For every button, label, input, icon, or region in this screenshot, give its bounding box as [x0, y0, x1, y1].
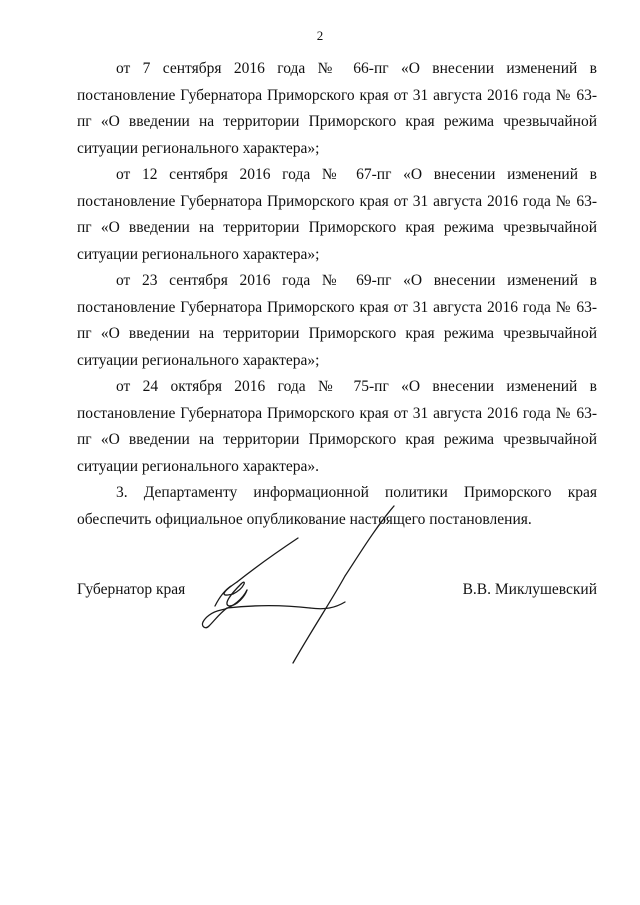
- page-number: 2: [316, 28, 324, 43]
- paragraph-clause-3: 3. Департаменту информационной политики Приморского края обеспечить официальное опубликование настоящего постановления.: [77, 484, 597, 528]
- paragraph-amendment-69: от 23 сентября 2016 года № 69-пг «О внесении изменений в постановление Губернатора Приморского края от 31 августа 2016 года № 63-пг «О введении на территории Приморского края режима чрезвычайной ситуации регионального характера»;: [77, 272, 597, 369]
- paragraph-amendment-67: от 12 сентября 2016 года № 67-пг «О внесении изменений в постановление Губернатора Приморского края от 31 августа 2016 года № 63-пг «О введении на территории Приморского края режима чрезвычайной ситуации регионального характера»;: [77, 166, 597, 263]
- document-body: [77, 56, 597, 533]
- paragraph-amendment-75: от 24 октября 2016 года № 75-пг «О внесении изменений в постановление Губернатора Приморского края от 31 августа 2016 года № 63-пг «О введении на территории Приморского края режима чрезвычайной ситуации регионального характера».: [77, 378, 597, 475]
- paragraph-amendment-66: от 7 сентября 2016 года № 66-пг «О внесении изменений в постановление Губернатора Приморского края от 31 августа 2016 года № 63-пг «О введении на территории Приморского края режима чрезвычайной ситуации регионального характера»;: [77, 60, 597, 157]
- signer-title: Губернатор края: [77, 581, 186, 598]
- signer-name: В.В. Миклушевский: [462, 581, 597, 598]
- handwritten-signature: [185, 498, 415, 673]
